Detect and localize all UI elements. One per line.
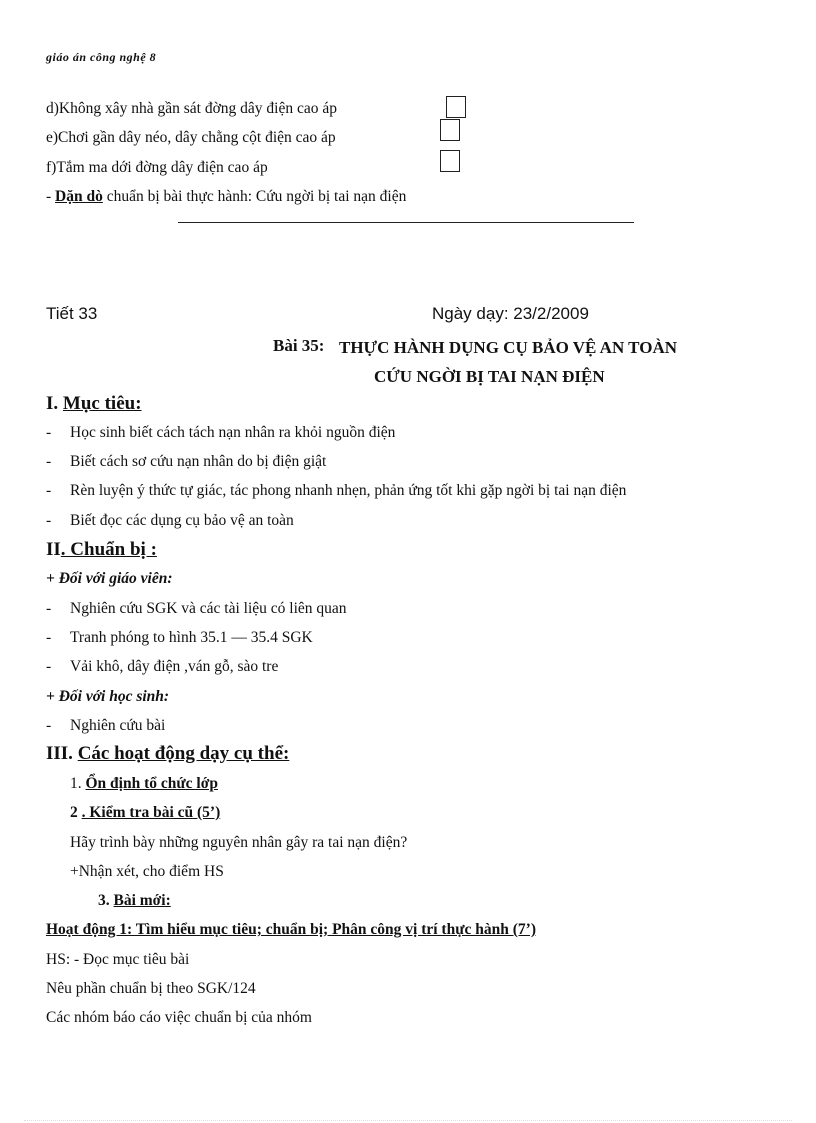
section3-num: III.: [46, 743, 78, 764]
step1-title: Ổn định tổ chức lớp: [85, 775, 218, 792]
tiet-label: Tiết 33: [46, 304, 98, 323]
step1: [70, 775, 218, 793]
section3-title: Các hoạt động dạy cụ thể:: [77, 743, 290, 764]
item-f: f)Tắm ma dới đờng dây điện cao áp: [46, 159, 268, 176]
dan-do-text: chuẩn bị bài thực hành: Cứu ngời bị tai nạn điện: [102, 188, 407, 205]
section2-num: II: [46, 539, 61, 560]
dash-1: -: [46, 424, 52, 441]
ngay-day: Ngày dạy: 23/2/2009: [432, 304, 589, 323]
header-note: giáo án công nghệ 8: [46, 50, 157, 64]
dash-7: -: [46, 658, 52, 675]
teacher-item-2: Tranh phóng to hình 35.1 — 35.4 SGK: [70, 629, 313, 646]
dash-3: -: [46, 482, 52, 499]
teacher-label: + Đối với giáo viên:: [46, 570, 173, 587]
step2-title: . Kiểm tra bài cũ (5’): [81, 804, 221, 821]
checkbox-e[interactable]: [440, 119, 460, 141]
section1-item-4: Biết đọc các dụng cụ bảo vệ an toàn: [70, 512, 294, 529]
activity1-heading: Hoạt động 1: Tìm hiểu mục tiêu; chuẩn bị; Phân công vị trí thực hành (7’): [46, 921, 536, 938]
dash-8: -: [46, 717, 52, 734]
step2: [70, 804, 220, 822]
section3-heading: [46, 743, 289, 765]
section1-item-2: Biết cách sơ cứu nạn nhân do bị điện giật: [70, 453, 327, 470]
lesson-title-line2: CỨU NGỜI BỊ TAI NẠN ĐIỆN: [374, 367, 605, 386]
step2-num: 2: [70, 804, 82, 821]
dash-4: -: [46, 512, 52, 529]
checkbox-d[interactable]: [446, 96, 466, 118]
checkbox-f[interactable]: [440, 150, 460, 172]
comment: +Nhận xét, cho điểm HS: [70, 863, 224, 880]
section1-item-3: Rèn luyện ý thức tự giác, tác phong nhanh nhẹn, phản ứng tốt khi gặp ngời bị tai nạn điện: [70, 482, 627, 499]
dash-5: -: [46, 600, 52, 617]
step1-num: 1.: [70, 775, 86, 792]
teacher-item-1: Nghiên cứu SGK và các tài liệu có liên quan: [70, 600, 347, 617]
step3: [98, 892, 171, 910]
hs-line-2: Nêu phần chuẩn bị theo SGK/124: [46, 980, 256, 997]
student-label: + Đối với học sinh:: [46, 688, 170, 705]
student-item-1: Nghiên cứu bài: [70, 717, 166, 734]
section1-item-1: Học sinh biết cách tách nạn nhân ra khỏi nguồn điện: [70, 424, 396, 441]
bai-label: Bài 35:: [273, 336, 325, 355]
section1-title: Mục tiêu:: [62, 393, 142, 414]
dash-2: -: [46, 453, 52, 470]
dash-6: -: [46, 629, 52, 646]
section1-num: I.: [46, 393, 63, 414]
step3-num: 3.: [98, 892, 114, 909]
item-d: d)Không xây nhà gần sát đờng dây điện cao áp: [46, 100, 337, 117]
section2-heading: [46, 539, 157, 561]
dan-do-label: Dặn dò: [55, 188, 103, 205]
question: Hãy trình bày những nguyên nhân gây ra tai nạn điện?: [70, 834, 408, 851]
page-bottom-border: [24, 1120, 792, 1121]
item-e: e)Chơi gần dây néo, dây chằng cột điện cao áp: [46, 129, 336, 146]
teacher-item-3: Vải khô, dây điện ,ván gỗ, sào tre: [70, 658, 279, 675]
dan-do-line: [46, 188, 406, 206]
hs-line-3: Các nhóm báo cáo việc chuẩn bị của nhóm: [46, 1009, 312, 1026]
step3-title: Bài mới:: [113, 892, 171, 909]
dan-do-prefix: -: [46, 188, 56, 205]
hs-line-1: HS: - Đọc mục tiêu bài: [46, 951, 190, 968]
lesson-title-line1: THỰC HÀNH DỤNG CỤ BẢO VỆ AN TOÀN: [339, 338, 677, 357]
section2-title: . Chuẩn bị :: [60, 539, 157, 560]
divider-line: [178, 222, 634, 223]
section1-heading: [46, 393, 142, 415]
